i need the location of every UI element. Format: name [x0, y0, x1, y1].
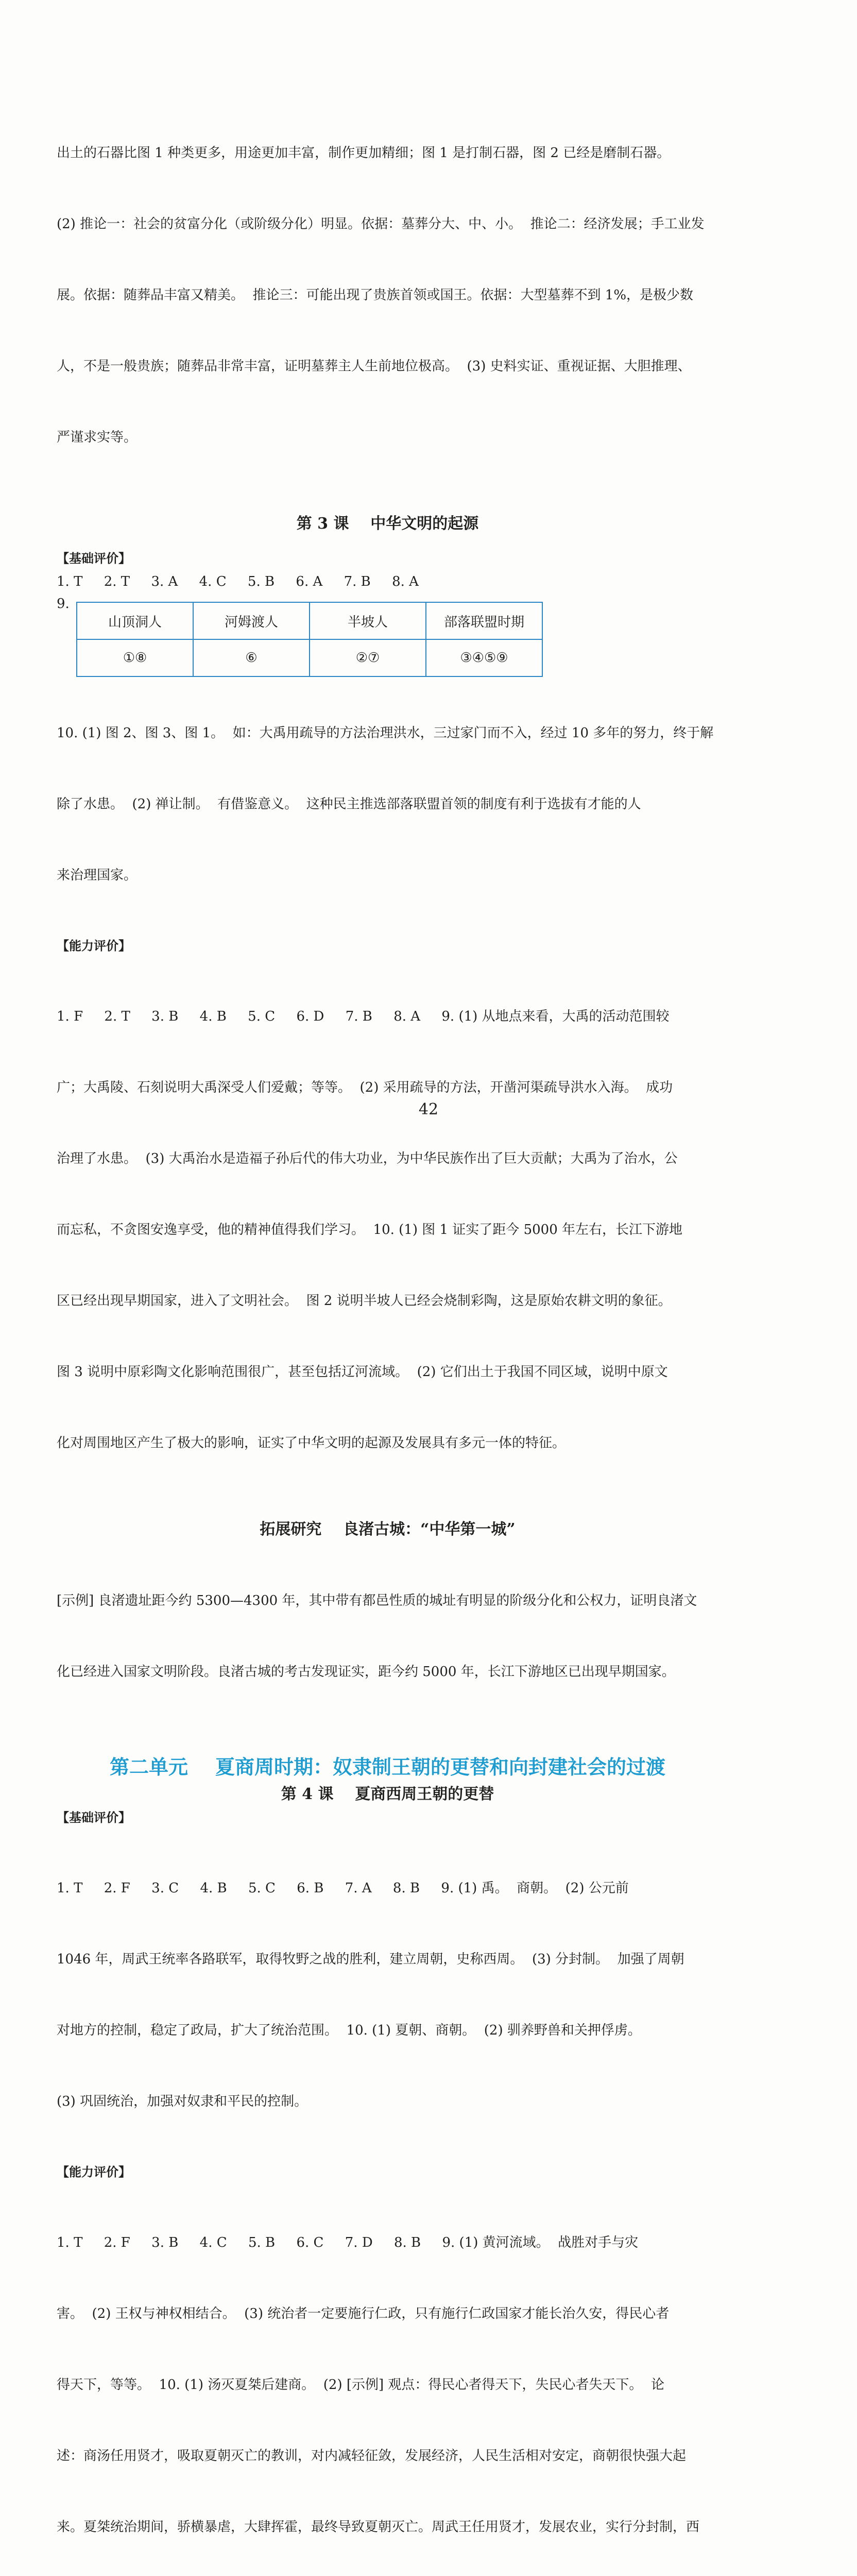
- lesson4-ability-answers: [57, 2183, 718, 2576]
- ability-line: 述：商汤任用贤才，吸取夏朝灭亡的教训，对内减轻征敛，发展经济，人民生活相对安定，商朝很快强大起: [57, 2448, 687, 2464]
- q10-line: 来治理国家。: [57, 868, 138, 883]
- ability-line: 图 3 说明中原彩陶文化影响范围很广，甚至包括辽河流域。 (2) 它们出土于我国不同区域，说明中原文: [57, 1364, 668, 1380]
- q9-value-cell: ③④⑤⑨: [426, 639, 542, 676]
- q9-value-cell: ②⑦: [310, 639, 426, 676]
- q9-value-cell: ⑥: [193, 639, 310, 676]
- lesson3-basic-answers: 1. T 2. T 3. A 4. C 5. B 6. A 7. B 8. A: [57, 574, 419, 589]
- lesson4-ability-tag: 【能力评价】: [57, 2165, 131, 2179]
- basic-line: 1. T 2. F 3. C 4. B 5. C 6. B 7. A 8. B 9. (1) 禹。 商朝。 (2) 公元前: [57, 1880, 629, 1896]
- q9-value-row: [77, 639, 542, 676]
- ability-line: 区已经出现早期国家，进入了文明社会。 图 2 说明半坡人已经会烧制彩陶，这是原始农耕文明的象征。: [57, 1293, 672, 1309]
- lesson4-basic-tag: 【基础评价】: [57, 1810, 131, 1825]
- extension-line: 化已经进入国家文明阶段。良渚古城的考古发现证实，距今约 5000 年，长江下游地区已出现早期国家。: [57, 1664, 675, 1680]
- intro-line: 展。依据：随葬品丰富又精美。 推论三：可能出现了贵族首领或国王。依据：大型墓葬不到 1%，是极少数: [57, 287, 694, 303]
- extension-paragraph: [57, 1541, 718, 1731]
- ability-line: 化对周围地区产生了极大的影响，证实了中华文明的起源及发展具有多元一体的特征。: [57, 1435, 566, 1451]
- q10-line: 10. (1) 图 2、图 3、图 1。 如：大禹用疏导的方法治理洪水，三过家门而不入，经过 10 多年的努力，终于解: [57, 725, 714, 741]
- ability-line: 来。夏桀统治期间，骄横暴虐，大肆挥霍，最终导致夏朝灭亡。周武王任用贤才，发展农业，实行分封制，西: [57, 2519, 700, 2535]
- basic-line: 1046 年，周武王统率各路联军，取得牧野之战的胜利，建立周朝，史称西周。 (3) 分封制。 加强了周朝: [57, 1952, 684, 1967]
- ability-line: 治理了水患。 (3) 大禹治水是造福子孙后代的伟大功业，为中华民族作出了巨大贡献；大禹为了治水，公: [57, 1151, 678, 1166]
- basic-line: (3) 巩固统治，加强对奴隶和平民的控制。: [57, 2094, 308, 2109]
- ability-line: 1. F 2. T 3. B 4. B 5. C 6. D 7. B 8. A 9. (1) 从地点来看，大禹的活动范围较: [57, 1009, 670, 1024]
- q10-line: 除了水患。 (2) 禅让制。 有借鉴意义。 这种民主推选部落联盟首领的制度有利于选拔有才能的人: [57, 796, 641, 812]
- ability-line: 得天下，等等。 10. (1) 汤灭夏桀后建商。 (2) [示例] 观点：得民心者得天下，失民心者失天下。 论: [57, 2377, 664, 2393]
- intro-line: 严谨求实等。: [57, 430, 138, 445]
- lesson3-q10: [57, 674, 718, 935]
- basic-line: 对地方的控制，稳定了政局，扩大了统治范围。 10. (1) 夏朝、商朝。 (2) 驯养野兽和关押俘虏。: [57, 2023, 641, 2038]
- lesson3-q9: [57, 594, 718, 674]
- q9-header-row: [77, 602, 542, 639]
- q9-value-cell: ①⑧: [77, 639, 193, 676]
- intro-line: 人，不是一般贵族；随葬品非常丰富，证明墓葬主人生前地位极高。 (3) 史料实证、重视证据、大胆推理、: [57, 359, 691, 374]
- ability-line: 害。 (2) 王权与神权相结合。 (3) 统治者一定要施行仁政，只有施行仁政国家才能长治久安，得民心者: [57, 2306, 670, 2321]
- intro-line: 出土的石器比图 1 种类更多，用途更加丰富，制作更加精细；图 1 是打制石器，图 2 已经是磨制石器。: [57, 145, 671, 161]
- q9-header-cell: 山顶洞人: [77, 602, 193, 639]
- lesson3-basic-tag: 【基础评价】: [57, 551, 131, 566]
- intro-paragraph: [57, 94, 718, 497]
- lesson3-ability-tag: 【能力评价】: [57, 939, 131, 953]
- q9-number: 9.: [57, 596, 70, 612]
- q9-table: [76, 602, 543, 677]
- lesson3-title: 第 3 课 中华文明的起源: [296, 515, 479, 533]
- intro-line: (2) 推论一：社会的贫富分化（或阶级分化）明显。依据：墓葬分大、中、小。 推论二：经济发展；手工业发: [57, 216, 705, 232]
- lesson3-ability-answers: [57, 957, 718, 1502]
- unit2-title: 第二单元 夏商周时期：奴隶制王朝的更替和向封建社会的过渡: [110, 1755, 665, 1778]
- q9-header-cell: 半坡人: [310, 602, 426, 639]
- ability-line: 而忘私，不贪图安逸享受，他的精神值得我们学习。 10. (1) 图 1 证实了距今 5000 年左右，长江下游地: [57, 1222, 683, 1238]
- extension-line: [示例] 良渚遗址距今约 5300—4300 年，其中带有都邑性质的城址有明显的阶级分化和公权力，证明良渚文: [57, 1593, 697, 1608]
- ability-line: 广；大禹陵、石刻说明大禹深受人们爱戴；等等。 (2) 采用疏导的方法，开凿河渠疏导洪水入海。 成功: [57, 1080, 673, 1095]
- ability-line: 1. T 2. F 3. B 4. C 5. B 6. C 7. D 8. B 9. (1) 黄河流域。 战胜对手与灾: [57, 2235, 639, 2250]
- extension-title: 拓展研究 良渚古城：“中华第一城”: [260, 1520, 516, 1538]
- lesson4-title: 第 4 课 夏商西周王朝的更替: [281, 1785, 494, 1803]
- page-number: 42: [418, 1100, 439, 1118]
- q9-header-cell: 部落联盟时期: [426, 602, 542, 639]
- q9-header-cell: 河姆渡人: [193, 602, 310, 639]
- lesson4-basic-answers: [57, 1829, 718, 2161]
- page-content: [57, 94, 718, 2576]
